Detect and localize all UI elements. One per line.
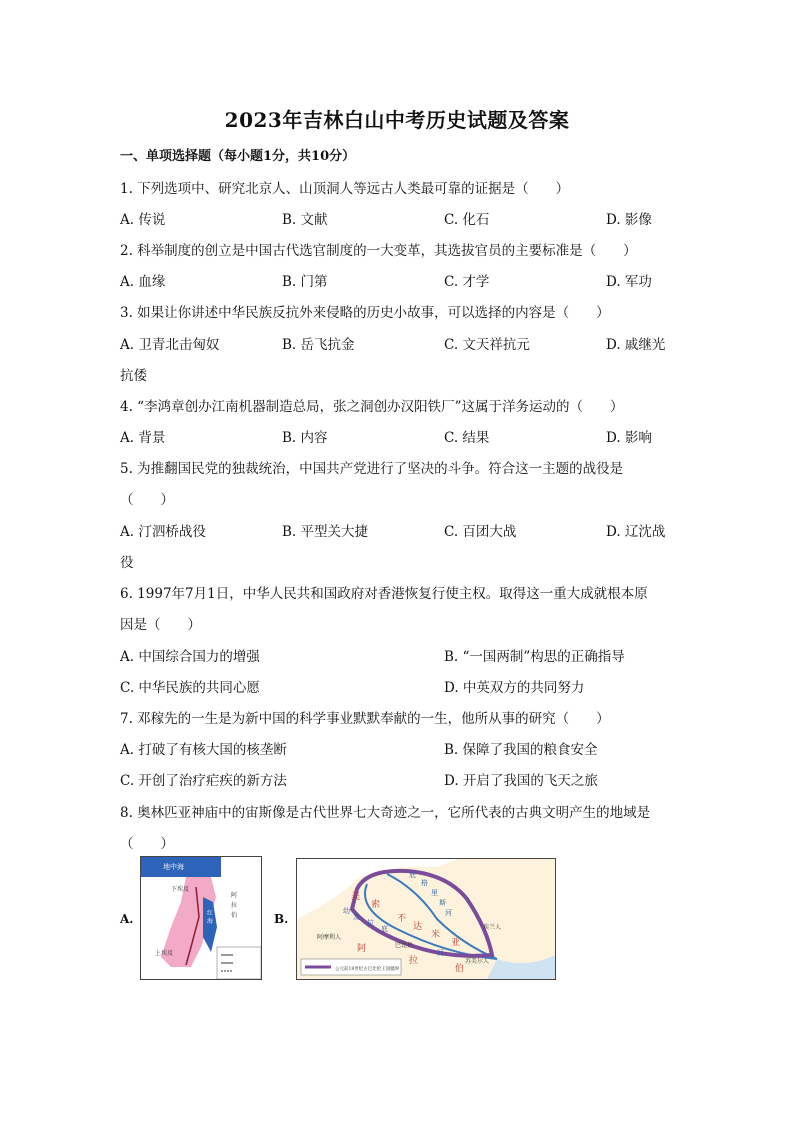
egypt-map-graphic bbox=[141, 857, 261, 979]
svg-text:巴比伦: 巴比伦 bbox=[395, 942, 414, 949]
svg-text:亚: 亚 bbox=[451, 938, 461, 948]
mesopotamia-legend: 公元前18世纪古巴比伦王国疆界 bbox=[335, 967, 400, 972]
page-title: 2023年吉林白山中考历史试题及答案 bbox=[224, 108, 570, 132]
q2-option-a: A. 血缘 bbox=[120, 274, 166, 290]
question-3-stem: 3. 如果让你讲述中华民族反抗外来侵略的历史小故事，可以选择的内容是（ ） bbox=[120, 305, 610, 321]
q7-option-a: A. 打破了有核大国的核垄断 bbox=[120, 742, 287, 758]
q5-option-b: B. 平型关大捷 bbox=[282, 524, 369, 540]
q8-option-b-label: B. bbox=[274, 912, 289, 926]
q5-option-d: D. 辽沈战 bbox=[606, 524, 666, 540]
q2-option-c: C. 才学 bbox=[444, 274, 490, 290]
question-5-stem-cont: （ ） bbox=[120, 492, 174, 508]
q4-option-b: B. 内容 bbox=[282, 430, 328, 446]
q2-option-d: D. 军功 bbox=[606, 274, 652, 290]
svg-text:达: 达 bbox=[413, 922, 423, 932]
question-2-stem: 2. 科举制度的创立是中国古代选官制度的一大变革，其选拔官员的主要标准是（ ） bbox=[120, 243, 637, 259]
svg-text:底: 底 bbox=[409, 871, 416, 879]
q7-option-c: C. 开创了治疗疟疾的新方法 bbox=[120, 773, 287, 789]
q1-option-d: D. 影像 bbox=[606, 212, 652, 228]
q5-option-c: C. 百团大战 bbox=[444, 524, 517, 540]
svg-text:伯: 伯 bbox=[455, 964, 465, 974]
svg-text:上埃及: 上埃及 bbox=[155, 950, 174, 957]
section-heading: 一、单项选择题（每小题1分，共10分） bbox=[120, 149, 356, 164]
q4-option-d: D. 影响 bbox=[606, 430, 652, 446]
svg-text:斯: 斯 bbox=[439, 899, 446, 907]
egypt-map bbox=[140, 856, 262, 980]
q6-option-a: A. 中国综合国力的增强 bbox=[120, 649, 260, 665]
q3-option-a: A. 卫青北击匈奴 bbox=[120, 337, 220, 353]
q3-option-d: D. 戚继光 bbox=[606, 337, 666, 353]
question-5-stem: 5. 为推翻国民党的独裁统治，中国共产党进行了坚决的斗争。符合这一主题的战役是 bbox=[120, 461, 624, 477]
svg-text:美: 美 bbox=[351, 892, 361, 902]
q3-option-b: B. 岳飞抗金 bbox=[282, 337, 355, 353]
svg-text:格: 格 bbox=[421, 879, 428, 887]
q6-option-c: C. 中华民族的共同心愿 bbox=[120, 680, 260, 696]
q7-option-d: D. 开启了我国的飞天之旅 bbox=[444, 773, 598, 789]
svg-text:阿: 阿 bbox=[357, 944, 367, 954]
svg-text:伯: 伯 bbox=[231, 912, 238, 919]
q1-option-a: A. 传说 bbox=[120, 212, 166, 228]
svg-text:底: 底 bbox=[381, 925, 388, 933]
svg-text:下埃及: 下埃及 bbox=[171, 886, 190, 893]
q5-option-d-wrap: 役 bbox=[120, 555, 134, 571]
q4-option-a: A. 背景 bbox=[120, 430, 166, 446]
svg-text:阿摩利人: 阿摩利人 bbox=[317, 934, 342, 941]
question-6-stem-cont: 因是（ ） bbox=[120, 617, 201, 633]
svg-text:不: 不 bbox=[397, 914, 407, 924]
question-1-stem: 1. 下列选项中、研究北京人、山顶洞人等远古人类最可靠的证据是（ ） bbox=[120, 181, 570, 197]
q7-option-b: B. 保障了我国的粮食安全 bbox=[444, 742, 598, 758]
svg-text:阿: 阿 bbox=[231, 892, 238, 899]
q4-option-c: C. 结果 bbox=[444, 430, 490, 446]
q3-option-c: C. 文天祥抗元 bbox=[444, 337, 530, 353]
question-8-stem: 8. 奥林匹亚神庙中的宙斯像是古代世界七大奇迹之一，它所代表的古典文明产生的地域是 bbox=[120, 805, 651, 821]
mesopotamia-map bbox=[296, 858, 556, 980]
svg-text:幼: 幼 bbox=[343, 907, 350, 915]
q6-option-b: B. “一国两制”构思的正确指导 bbox=[444, 649, 625, 665]
svg-text:河: 河 bbox=[445, 909, 452, 917]
svg-text:索: 索 bbox=[371, 900, 381, 910]
question-6-stem: 6. 1997年7月1日，中华人民共和国政府对香港恢复行使主权。取得这一重大成就根本原 bbox=[120, 586, 648, 602]
q6-option-d: D. 中英双方的共同努力 bbox=[444, 680, 585, 696]
egypt-map-sea: 地中海 bbox=[163, 863, 184, 871]
question-7-stem: 7. 邓稼先的一生是为新中国的科学事业默默奉献的一生，他所从事的研究（ ） bbox=[120, 711, 610, 727]
svg-text:红: 红 bbox=[207, 910, 214, 917]
svg-text:发: 发 bbox=[353, 913, 360, 921]
q1-option-b: B. 文献 bbox=[282, 212, 328, 228]
question-8-stem-cont: （ ） bbox=[120, 836, 174, 852]
svg-text:埃兰人: 埃兰人 bbox=[483, 924, 502, 931]
question-4-stem: 4. “李鸿章创办江南机器制造总局，张之洞创办汉阳铁厂”这属于洋务运动的（ ） bbox=[120, 399, 624, 415]
mesopotamia-map-graphic bbox=[297, 859, 555, 979]
svg-text:苏美尔人: 苏美尔人 bbox=[465, 958, 490, 965]
svg-text:河: 河 bbox=[437, 949, 444, 957]
svg-text:海: 海 bbox=[207, 918, 214, 925]
q1-option-c: C. 化石 bbox=[444, 212, 490, 228]
svg-text:拉: 拉 bbox=[231, 902, 238, 909]
svg-text:米: 米 bbox=[431, 930, 441, 940]
svg-text:拉: 拉 bbox=[409, 956, 419, 966]
q8-option-a-label: A. bbox=[120, 912, 134, 926]
svg-text:拉: 拉 bbox=[367, 919, 374, 927]
q3-option-d-wrap: 抗倭 bbox=[120, 368, 147, 384]
svg-text:里: 里 bbox=[431, 889, 438, 897]
q5-option-a: A. 汀泗桥战役 bbox=[120, 524, 206, 540]
q2-option-b: B. 门第 bbox=[282, 274, 328, 290]
